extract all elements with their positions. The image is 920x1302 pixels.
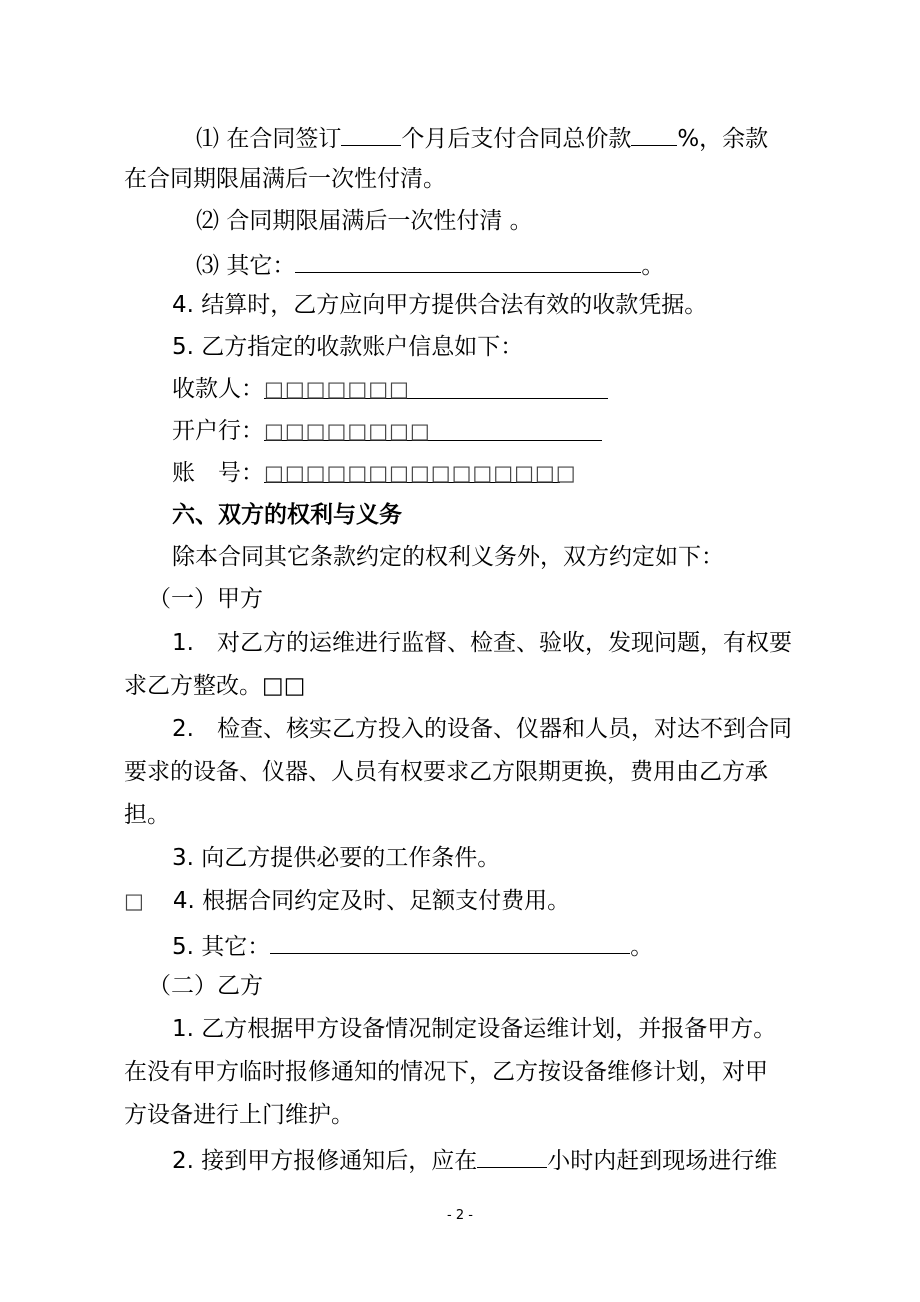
bank-field bbox=[264, 416, 602, 441]
party-a-clause-1-line-2: 求乙方整改。□□ bbox=[124, 673, 306, 699]
item-text-before: 在合同签订 bbox=[226, 126, 342, 152]
hours-blank bbox=[477, 1143, 547, 1168]
party-b-heading: （二）乙方 bbox=[148, 973, 263, 999]
clause-4-settlement: 4. 结算时，乙方应向甲方提供合法有效的收款凭据。 bbox=[172, 292, 708, 318]
section-6-title: 六、双方的权利与义务 bbox=[172, 502, 402, 528]
bank-label: 开户行： bbox=[172, 418, 264, 444]
payee-field bbox=[264, 374, 608, 399]
item-number: ⑴ bbox=[196, 126, 219, 152]
party-b-clause-1-line-3: 方设备进行上门维护。 bbox=[124, 1102, 354, 1128]
party-b-clause-1-line-1: 1. 乙方根据甲方设备情况制定设备运维计划，并报备甲方。 bbox=[172, 1016, 777, 1042]
item-number: ⑵ bbox=[196, 208, 219, 234]
party-a-clause-2-line-2: 要求的设备、仪器、人员有权要求乙方限期更换，费用由乙方承 bbox=[124, 759, 768, 785]
payee-label: 收款人： bbox=[172, 376, 264, 402]
payee-value: □□□□□□□ bbox=[264, 377, 410, 401]
item-end: 。 bbox=[641, 253, 665, 279]
account-number-line bbox=[172, 458, 577, 488]
party-a-clause-3: 3. 向乙方提供必要的工作条件。 bbox=[172, 845, 501, 871]
party-a-clause-5 bbox=[172, 929, 653, 959]
clause-5-label: 5. 其它： bbox=[172, 934, 271, 960]
other-blank bbox=[295, 248, 641, 273]
item-text: 合同期限届满后一次性付清 。 bbox=[226, 208, 533, 234]
clause-5-blank bbox=[270, 929, 630, 954]
clause-2-after: 小时内赶到现场进行维 bbox=[547, 1148, 778, 1174]
party-b-clause-1-line-2: 在没有甲方临时报修通知的情况下，乙方按设备维修计划，对甲 bbox=[124, 1059, 768, 1085]
payment-item-1 bbox=[196, 121, 768, 151]
months-blank bbox=[341, 121, 401, 146]
clause-2-before: 2. 接到甲方报修通知后，应在 bbox=[172, 1148, 478, 1174]
account-number-value: □□□□□□□□□□□□□□□ bbox=[264, 461, 577, 485]
bank-line bbox=[172, 416, 602, 446]
party-a-clause-2-line-3: 担。 bbox=[124, 802, 170, 828]
party-a-heading: （一）甲方 bbox=[148, 586, 263, 612]
percent-blank bbox=[631, 121, 677, 146]
payee-line bbox=[172, 374, 608, 404]
section-6-intro: 除本合同其它条款约定的权利义务外，双方约定如下： bbox=[172, 544, 724, 570]
party-a-clause-4-line bbox=[124, 886, 570, 916]
party-a-clause-1-line-1: 1. 对乙方的运维进行监督、检查、验收，发现问题，有权要 bbox=[172, 630, 792, 656]
payment-item-2 bbox=[196, 206, 533, 236]
payment-item-1-continued: 在合同期限届满后一次性付清。 bbox=[124, 166, 446, 192]
clause-5-account-info: 5. 乙方指定的收款账户信息如下： bbox=[172, 334, 524, 360]
page-number: - 2 - bbox=[447, 1208, 473, 1223]
item-text-after: %，余款 bbox=[677, 126, 769, 152]
item-number: ⑶ bbox=[196, 253, 219, 279]
account-number-label: 账 号： bbox=[172, 460, 264, 486]
clause-4-marker: □ bbox=[124, 889, 145, 913]
clause-5-end: 。 bbox=[630, 934, 654, 960]
party-b-clause-2 bbox=[172, 1143, 777, 1173]
item-text-mid: 个月后支付合同总价款 bbox=[401, 126, 632, 152]
party-a-clause-4: 4. 根据合同约定及时、足额支付费用。 bbox=[172, 888, 571, 914]
payment-item-3 bbox=[196, 248, 664, 278]
account-number-field bbox=[264, 458, 577, 485]
bank-value: □□□□□□□□ bbox=[264, 419, 431, 443]
party-a-clause-2-line-1: 2. 检查、核实乙方投入的设备、仪器和人员，对达不到合同 bbox=[172, 716, 792, 742]
item-label: 其它： bbox=[226, 253, 296, 279]
